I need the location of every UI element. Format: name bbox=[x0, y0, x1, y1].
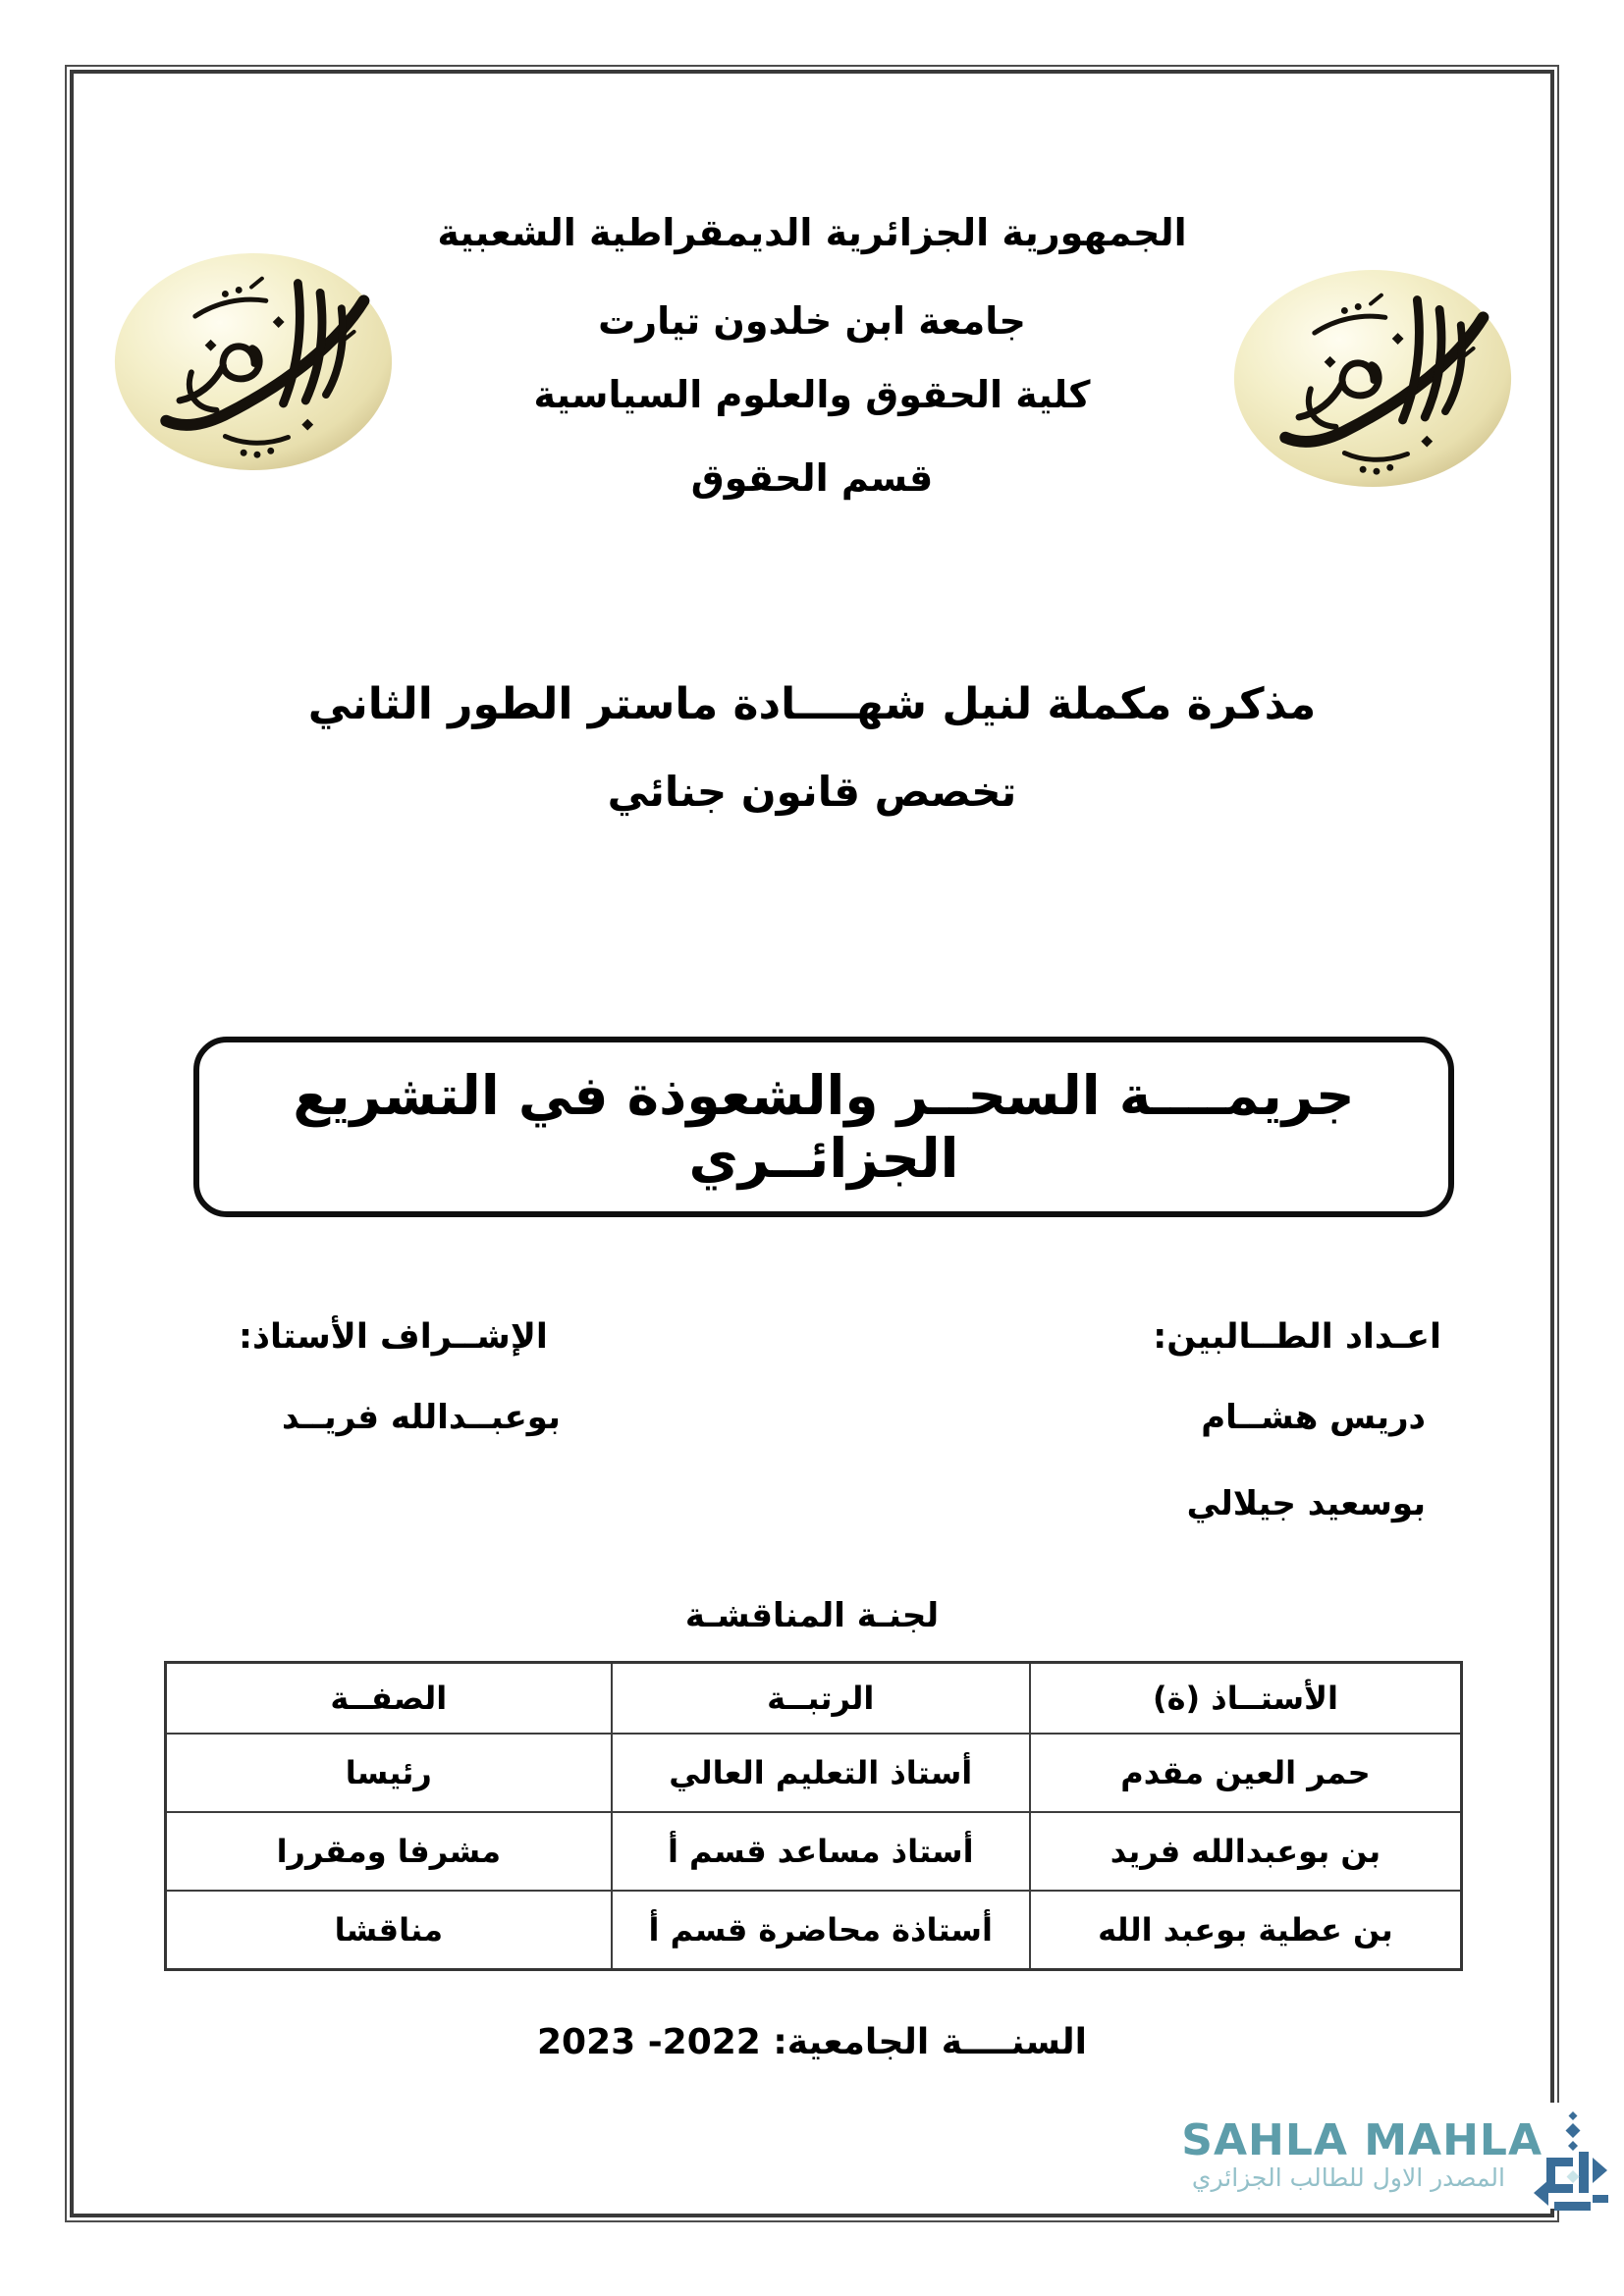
professor-name: بن بوعبدالله فريد bbox=[1030, 1812, 1462, 1891]
supervisor-name: بوعبــدالله فريــد bbox=[282, 1398, 561, 1437]
department-line: قسم الحقوق bbox=[690, 456, 934, 500]
sahla-mahla-watermark bbox=[1162, 2103, 1568, 2209]
professor-rank: أستاذة محاضرة قسم أ bbox=[612, 1891, 1030, 1970]
professor-role: رئيسا bbox=[166, 1734, 612, 1812]
professor-name: بن عطية بوعبد الله bbox=[1030, 1891, 1462, 1970]
faculty-line: كلية الحقوق والعلوم السياسية bbox=[533, 373, 1091, 416]
supervisor-label: الإشــراف الأستاذ: bbox=[239, 1317, 548, 1357]
committee-header-row bbox=[166, 1663, 1462, 1735]
student-name-2: بوسعيد جيلالي bbox=[1186, 1484, 1426, 1523]
sahla-mahla-tagline: المصدر الاول للطالب الجزائري bbox=[1191, 2163, 1505, 2193]
professor-rank: أستاذ مساعد قسم أ bbox=[612, 1812, 1030, 1891]
thesis-type-line: مذكرة مكملة لنيل شهــــادة ماستر الطور الثاني bbox=[307, 679, 1317, 729]
professor-name: حمر العين مقدم bbox=[1030, 1734, 1462, 1812]
thesis-title: جريمــــة السحــر والشعوذة في التشريع الجزائــري bbox=[293, 1064, 1355, 1190]
committee-table bbox=[164, 1661, 1463, 1971]
committee-heading: لجنـة المناقشـة bbox=[684, 1596, 940, 1635]
professor-role: مناقشا bbox=[166, 1891, 612, 1970]
university-seal-left-icon bbox=[108, 248, 399, 476]
column-role: الصفــة bbox=[166, 1663, 612, 1735]
student-name-1: دريس هشــام bbox=[1201, 1398, 1426, 1437]
academic-year-line: السنــــة الجامعية: 2022- 2023 bbox=[536, 2022, 1088, 2062]
column-rank: الرتبــة bbox=[612, 1663, 1030, 1735]
professor-rank: أستاذ التعليم العالي bbox=[612, 1734, 1030, 1812]
professor-role: مشرفا ومقررا bbox=[166, 1812, 612, 1891]
committee-row bbox=[166, 1812, 1462, 1891]
university-seal-right-icon bbox=[1227, 265, 1518, 493]
thesis-title-box bbox=[193, 1037, 1454, 1217]
sahla-mahla-brand-text: SAHLA MAHLA bbox=[1181, 2114, 1543, 2165]
thesis-specialty-line: تخصص قانون جنائي bbox=[607, 768, 1017, 816]
committee-row bbox=[166, 1734, 1462, 1812]
committee-row bbox=[166, 1891, 1462, 1970]
students-label: اعـداد الطــالبين: bbox=[1153, 1317, 1441, 1357]
university-line: جامعة ابن خلدون تيارت bbox=[598, 299, 1026, 343]
column-professor: الأستــاذ (ة) bbox=[1030, 1663, 1462, 1735]
republic-line: الجمهورية الجزائرية الديمقراطية الشعبية bbox=[437, 211, 1187, 254]
sahla-mahla-logo-icon bbox=[1526, 2110, 1620, 2222]
